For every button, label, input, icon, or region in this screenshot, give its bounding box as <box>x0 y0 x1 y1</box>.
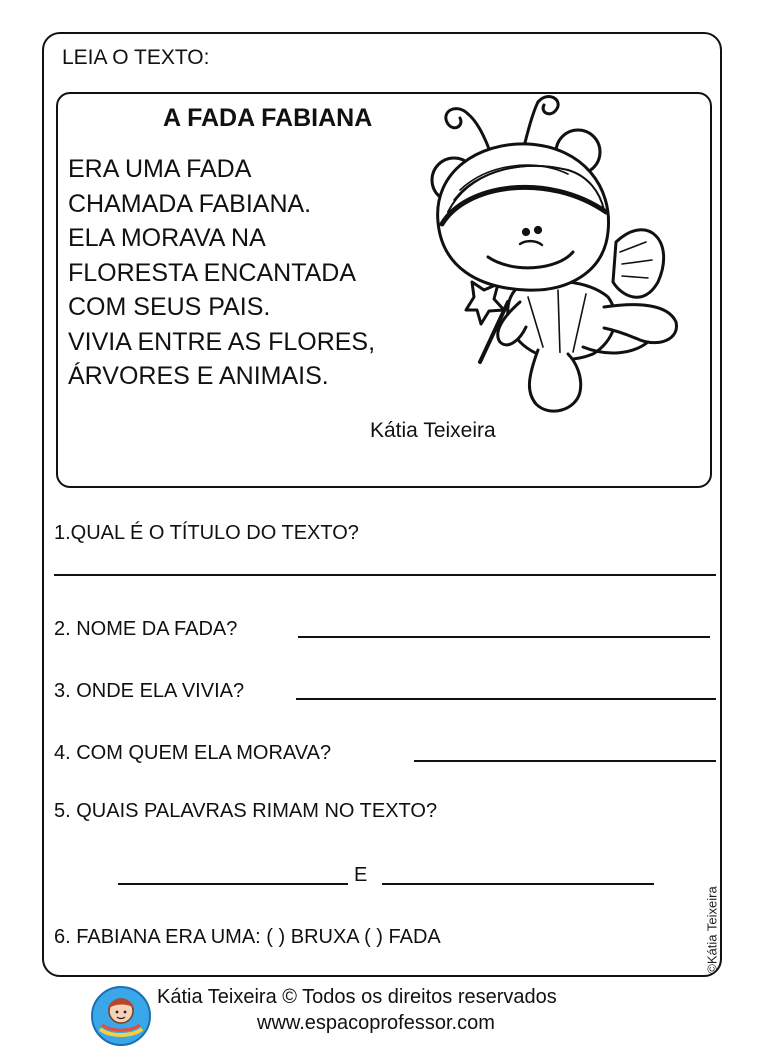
answer-line-5a[interactable] <box>118 883 348 885</box>
question-1: 1.QUAL É O TÍTULO DO TEXTO? <box>54 522 359 544</box>
side-credit-text: ©Kátia Teixeira <box>704 886 720 974</box>
story-line: FLORESTA ENCANTADA <box>68 258 357 287</box>
answer-line-2[interactable] <box>298 636 710 638</box>
question-6: 6. FABIANA ERA UMA: ( ) BRUXA ( ) FADA <box>54 926 441 948</box>
question-5: 5. QUAIS PALAVRAS RIMAM NO TEXTO? <box>54 800 438 822</box>
answer-line-1[interactable] <box>54 574 716 576</box>
story-author: Kátia Teixeira <box>370 419 496 442</box>
answer-line-3[interactable] <box>296 698 716 700</box>
story-line: ERA UMA FADA <box>68 155 252 183</box>
story-title: A FADA FABIANA <box>163 104 373 132</box>
story-line: VIVIA ENTRE AS FLORES, <box>68 327 376 356</box>
story-line: ÁRVORES E ANIMAIS. <box>68 362 329 390</box>
instruction-label: LEIA O TEXTO: <box>62 46 210 69</box>
answer-line-4[interactable] <box>414 760 716 762</box>
espaco-professor-logo-icon <box>90 985 152 1047</box>
story-line: ELA MORAVA NA <box>68 224 266 252</box>
fairy-illustration-icon <box>408 92 708 427</box>
side-credit <box>700 880 724 980</box>
story-text <box>68 152 375 394</box>
answer-line-5b[interactable] <box>382 883 654 885</box>
footer-copyright: Kátia Teixeira © Todos os direitos reservados <box>157 986 557 1008</box>
footer-website[interactable]: www.espacoprofessor.com <box>257 1012 495 1034</box>
question-4: 4. COM QUEM ELA MORAVA? <box>54 742 332 764</box>
story-line: COM SEUS PAIS. <box>68 293 271 321</box>
story-line: CHAMADA FABIANA. <box>68 189 312 218</box>
question-3: 3. ONDE ELA VIVIA? <box>54 680 245 702</box>
question-2: 2. NOME DA FADA? <box>54 618 238 640</box>
rhyme-joiner: E <box>354 864 368 886</box>
